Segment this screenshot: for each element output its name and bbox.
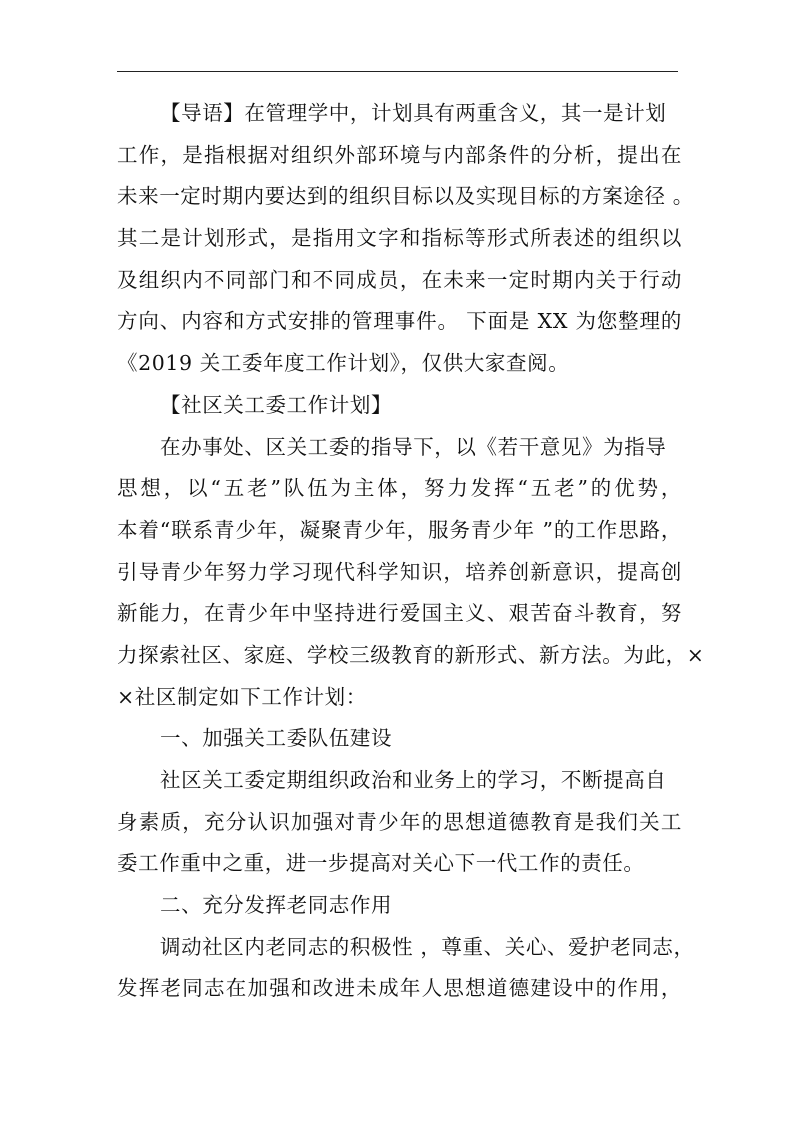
intro-line: 方向、内容和方式安排的管理事件。 下面是 XX 为您整理的 (117, 309, 682, 334)
body-line: 新能力，在青少年中坚持进行爱国主义、艰苦奋斗教育，努 (117, 601, 682, 626)
body-line: ×社区制定如下工作计划： (117, 684, 367, 709)
body-line: 社区关工委定期组织政治和业务上的学习，不断提高自 (160, 768, 667, 792)
section-title: 【社区关工委工作计划】 (160, 392, 393, 417)
body-line: 引导青少年努力学习现代科学知识，培养创新意识，提高创 (117, 559, 682, 584)
subheading-1: 一、加强关工委队伍建设 (160, 726, 393, 751)
body-line: 委工作重中之重，进一步提高对关心下一代工作的责任。 (117, 851, 645, 876)
body-line: 力探索社区、家庭、学校三级教育的新形式、新方法。为此，× (117, 642, 705, 667)
body-line: 调动社区内老同志的积极性 ，尊重、关心、爱护老同志， (160, 934, 695, 959)
intro-line: 工作，是指根据对组织外部环境与内部条件的分析，提出在 (117, 142, 682, 167)
body-line: 本着“联系青少年，凝聚青少年，服务青少年 ”的工作思路， (117, 517, 682, 542)
body-line: 身素质，充分认识加强对青少年的思想道德教育是我们关工 (117, 809, 682, 834)
intro-line: 其二是计划形式，是指用文字和指标等形式所表述的组织以 (117, 226, 682, 251)
intro-line: 及组织内不同部门和不同成员，在未来一定时期内关于行动 (117, 267, 682, 292)
body-line: 在办事处、区关工委的指导下，以《若干意见》为指导 (160, 434, 667, 459)
document-body (117, 93, 705, 1010)
intro-line: 《2019 关工委年度工作计划》，仅供大家查阅。 (117, 351, 570, 376)
intro-line: 未来一定时期内要达到的组织目标以及实现目标的方案途径 。 (117, 184, 694, 209)
body-line: 发挥老同志在加强和改进未成年人思想道德建设中的作用， (117, 976, 682, 1001)
intro-line: 【导语】在管理学中，计划具有两重含义，其一是计划 (160, 101, 667, 125)
subheading-2: 二、充分发挥老同志作用 (160, 893, 393, 918)
body-line: 思想，以“五老”队伍为主体，努力发挥“五老”的优势， (117, 476, 682, 501)
header-rule (117, 71, 678, 72)
